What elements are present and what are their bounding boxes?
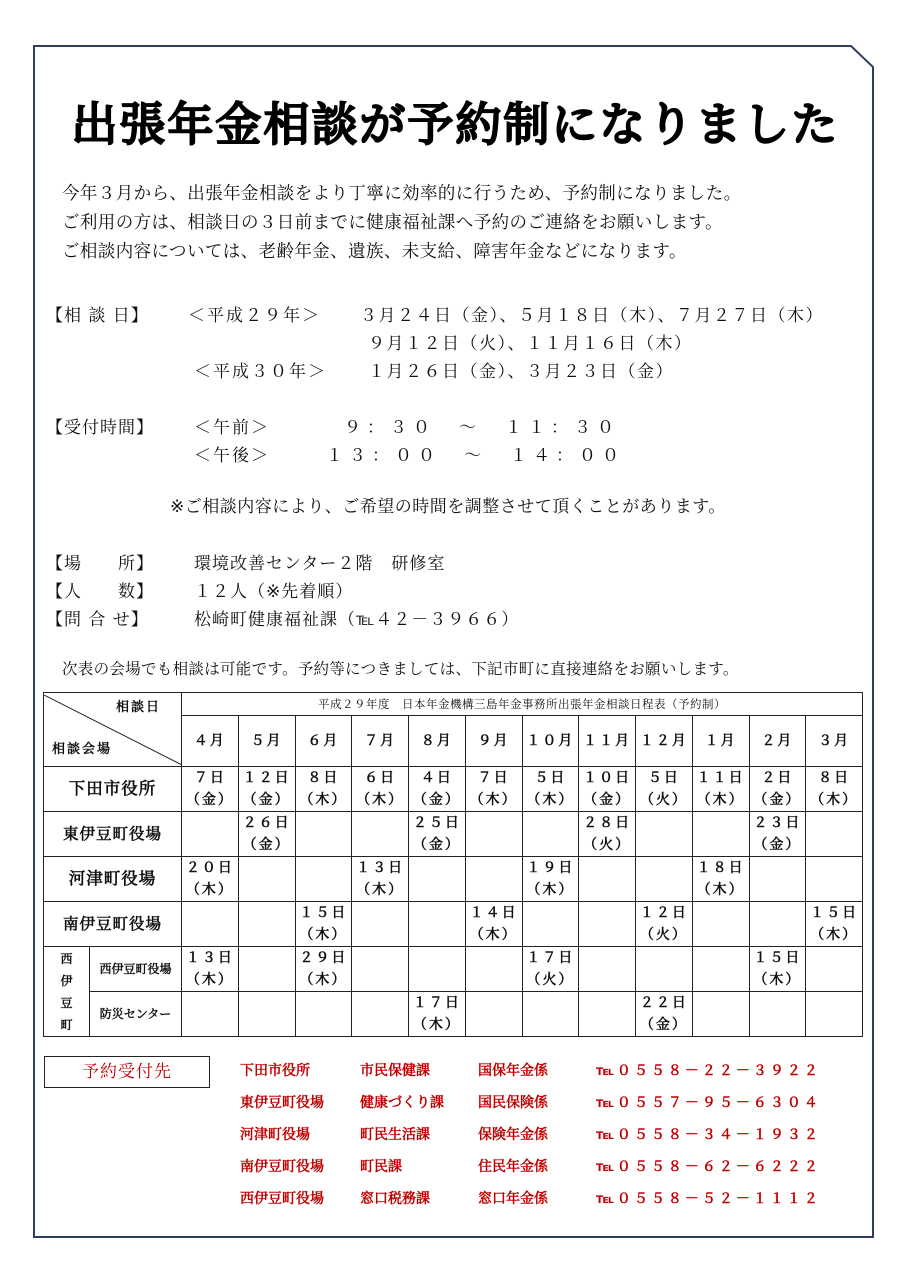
table-row bbox=[44, 902, 863, 947]
schedule-cell bbox=[409, 902, 466, 947]
cell-date: １４日 bbox=[469, 905, 518, 921]
cell-weekday: （金） bbox=[185, 792, 234, 808]
cell-date: ８日 bbox=[818, 770, 851, 786]
contact-label: 【問 合 せ】 bbox=[46, 610, 149, 630]
cell-date: ５日 bbox=[534, 770, 567, 786]
schedule-cell bbox=[465, 857, 522, 902]
corner-consult-date: 相談日 bbox=[115, 699, 161, 715]
cell-date: ２日 bbox=[761, 770, 794, 786]
cell-date: ７日 bbox=[477, 770, 510, 786]
contact-section: 保険年金係 bbox=[478, 1127, 548, 1143]
cell-weekday: （金） bbox=[242, 792, 291, 808]
other-venues-note: 次表の会場でも相談は可能です。予約等につきましては、下記市町に直接連絡をお願いします。 bbox=[62, 660, 739, 678]
contact-section: 国保年金係 bbox=[478, 1063, 548, 1079]
month-header: ２月 bbox=[749, 716, 806, 767]
schedule-cell bbox=[409, 992, 466, 1037]
schedule-cell bbox=[238, 857, 295, 902]
am-time: ９：３０ ～ １１：３０ bbox=[344, 418, 620, 438]
schedule-cell bbox=[749, 767, 806, 812]
contact-dept: 町民生活課 bbox=[360, 1127, 430, 1143]
cell-weekday: （木） bbox=[526, 882, 575, 898]
intro-line: ご利用の方は、相談日の３日前までに健康福祉課へ予約のご連絡をお願いします。 bbox=[62, 213, 723, 233]
cell-date: １３日 bbox=[356, 860, 405, 876]
people-label: 【人 数】 bbox=[46, 582, 154, 602]
cell-date: １５日 bbox=[299, 905, 348, 921]
schedule-cell bbox=[409, 947, 466, 992]
cell-weekday: （火） bbox=[639, 792, 688, 808]
schedule-cell bbox=[636, 857, 693, 902]
schedule-cell bbox=[409, 767, 466, 812]
schedule-cell bbox=[692, 992, 749, 1037]
cell-weekday: （金） bbox=[412, 837, 461, 853]
cell-weekday: （木） bbox=[696, 882, 745, 898]
cell-date: ２８日 bbox=[583, 815, 632, 831]
schedule-cell bbox=[409, 857, 466, 902]
schedule-cell bbox=[636, 992, 693, 1037]
header-corner bbox=[44, 693, 182, 767]
cell-date: ４日 bbox=[420, 770, 453, 786]
cell-weekday: （木） bbox=[526, 792, 575, 808]
contact-tel: ℡０５５８－５２－１１１２ bbox=[596, 1191, 821, 1207]
schedule-cell bbox=[352, 947, 409, 992]
pm-time: １３：００ ～ １４：００ bbox=[326, 446, 625, 466]
schedule-cell bbox=[522, 902, 579, 947]
schedule-cell bbox=[806, 767, 863, 812]
contact-value: 松崎町健康福祉課（℡４２－３９６６） bbox=[194, 610, 520, 630]
schedule-cell bbox=[579, 992, 636, 1037]
cell-date: １５日 bbox=[753, 950, 802, 966]
cell-date: ２５日 bbox=[412, 815, 461, 831]
intro-line: ご相談内容については、老齢年金、遺族、未支給、障害年金などになります。 bbox=[62, 242, 687, 262]
place-value: 環境改善センター２階 研修室 bbox=[194, 554, 446, 574]
month-header: １０月 bbox=[522, 716, 579, 767]
cell-weekday: （木） bbox=[356, 792, 405, 808]
schedule-cell bbox=[409, 812, 466, 857]
cell-date: １０日 bbox=[583, 770, 632, 786]
contact-office: 東伊豆町役場 bbox=[240, 1095, 324, 1111]
h29-dates-line1: ３月２４日（金）、５月１８日（木）、７月２７日（木） bbox=[360, 306, 824, 326]
schedule-cell bbox=[295, 947, 352, 992]
schedule-cell bbox=[182, 947, 239, 992]
cell-weekday: （木） bbox=[810, 927, 859, 943]
cell-date: ２２日 bbox=[639, 995, 688, 1011]
page-title: 出張年金相談が予約制になりました bbox=[71, 97, 839, 151]
cell-date: １２日 bbox=[639, 905, 688, 921]
cell-weekday: （木） bbox=[810, 792, 859, 808]
schedule-cell bbox=[182, 992, 239, 1037]
month-header: ９月 bbox=[465, 716, 522, 767]
schedule-cell bbox=[465, 767, 522, 812]
cell-date: ７日 bbox=[193, 770, 226, 786]
schedule-cell bbox=[352, 767, 409, 812]
cell-date: ６日 bbox=[364, 770, 397, 786]
schedule-cell bbox=[749, 812, 806, 857]
venue-name: 河津町役場 bbox=[44, 857, 182, 902]
month-header: １２月 bbox=[636, 716, 693, 767]
cell-weekday: （木） bbox=[469, 792, 518, 808]
contact-office: 河津町役場 bbox=[240, 1127, 310, 1143]
schedule-cell bbox=[806, 947, 863, 992]
cell-weekday: （火） bbox=[639, 927, 688, 943]
schedule-cell bbox=[238, 947, 295, 992]
venue-group-char: 伊 bbox=[60, 973, 73, 988]
schedule-cell bbox=[522, 767, 579, 812]
month-header: ８月 bbox=[409, 716, 466, 767]
venue-group-char: 西 bbox=[60, 951, 73, 966]
schedule-cell bbox=[465, 812, 522, 857]
schedule-cell bbox=[522, 812, 579, 857]
schedule-cell bbox=[352, 902, 409, 947]
schedule-cell bbox=[352, 992, 409, 1037]
cell-date: ２９日 bbox=[299, 950, 348, 966]
cell-weekday: （木） bbox=[299, 792, 348, 808]
schedule-cell bbox=[295, 902, 352, 947]
cell-weekday: （金） bbox=[639, 1017, 688, 1033]
schedule-cell bbox=[522, 857, 579, 902]
cell-weekday: （金） bbox=[583, 792, 632, 808]
cell-date: １３日 bbox=[185, 950, 234, 966]
schedule-cell bbox=[806, 812, 863, 857]
cell-weekday: （木） bbox=[185, 972, 234, 988]
month-header: ６月 bbox=[295, 716, 352, 767]
month-header: ７月 bbox=[352, 716, 409, 767]
schedule-cell bbox=[579, 767, 636, 812]
schedule-cell bbox=[352, 812, 409, 857]
h30-dates-line1: １月２６日（金）、３月２３日（金） bbox=[368, 362, 674, 382]
h29-dates-line2: ９月１２日（火）、１１月１６日（木） bbox=[368, 334, 693, 354]
cell-date: ２３日 bbox=[753, 815, 802, 831]
schedule-cell bbox=[238, 812, 295, 857]
schedule-cell bbox=[295, 992, 352, 1037]
venue-subname: 防災センター bbox=[90, 992, 182, 1037]
venue-subname: 西伊豆町役場 bbox=[90, 947, 182, 992]
cell-weekday: （金） bbox=[753, 792, 802, 808]
cell-weekday: （火） bbox=[526, 972, 575, 988]
schedule-cell bbox=[295, 857, 352, 902]
month-header: ４月 bbox=[182, 716, 239, 767]
cell-weekday: （木） bbox=[299, 927, 348, 943]
schedule-cell bbox=[238, 767, 295, 812]
contact-section: 国民保険係 bbox=[478, 1095, 548, 1111]
schedule-cell bbox=[238, 902, 295, 947]
schedule-table bbox=[43, 692, 863, 1037]
cell-date: １１日 bbox=[696, 770, 745, 786]
contact-tel: ℡０５５８－６２－６２２２ bbox=[596, 1159, 821, 1175]
month-header: １月 bbox=[692, 716, 749, 767]
schedule-cell bbox=[579, 902, 636, 947]
cell-weekday: （木） bbox=[753, 972, 802, 988]
table-row bbox=[44, 947, 863, 992]
h29-label: ＜平成２９年＞ bbox=[188, 306, 321, 326]
cell-weekday: （木） bbox=[696, 792, 745, 808]
schedule-cell bbox=[522, 992, 579, 1037]
hours-label: 【受付時間】 bbox=[46, 418, 154, 438]
cell-date: １９日 bbox=[526, 860, 575, 876]
schedule-cell bbox=[806, 902, 863, 947]
schedule-cell bbox=[749, 857, 806, 902]
month-header: ５月 bbox=[238, 716, 295, 767]
cell-date: ２０日 bbox=[185, 860, 234, 876]
schedule-cell bbox=[465, 947, 522, 992]
schedule-cell bbox=[749, 992, 806, 1037]
schedule-cell bbox=[692, 902, 749, 947]
cell-weekday: （火） bbox=[583, 837, 632, 853]
cell-date: ２６日 bbox=[242, 815, 291, 831]
contact-tel: ℡０５５８－３４－１９３２ bbox=[596, 1127, 821, 1143]
cell-date: １７日 bbox=[412, 995, 461, 1011]
contact-dept: 市民保健課 bbox=[360, 1063, 430, 1079]
schedule-cell bbox=[182, 812, 239, 857]
contact-dept: 町民課 bbox=[360, 1159, 402, 1175]
cell-weekday: （木） bbox=[185, 882, 234, 898]
schedule-cell bbox=[749, 902, 806, 947]
cell-weekday: （木） bbox=[356, 882, 405, 898]
table-title: 平成２９年度 日本年金機構三島年金事務所出張年金相談日程表（予約制） bbox=[182, 693, 863, 716]
schedule-cell bbox=[636, 812, 693, 857]
schedule-cell bbox=[522, 947, 579, 992]
schedule-cell bbox=[636, 902, 693, 947]
schedule-cell bbox=[182, 857, 239, 902]
contact-office: 下田市役所 bbox=[240, 1063, 310, 1079]
venue-group-nishiizu bbox=[44, 947, 90, 1037]
schedule-cell bbox=[579, 947, 636, 992]
schedule-cell bbox=[182, 902, 239, 947]
schedule-cell bbox=[238, 992, 295, 1037]
schedule-cell bbox=[295, 812, 352, 857]
month-header: １１月 bbox=[579, 716, 636, 767]
cell-date: １８日 bbox=[696, 860, 745, 876]
contact-office: 西伊豆町役場 bbox=[240, 1191, 324, 1207]
cell-date: ５日 bbox=[647, 770, 680, 786]
corner-venue: 相談会場 bbox=[52, 741, 113, 757]
month-header: ３月 bbox=[806, 716, 863, 767]
intro-line: 今年３月から、出張年金相談をより丁寧に効率的に行うため、予約制になりました。 bbox=[62, 184, 742, 204]
schedule-cell bbox=[692, 947, 749, 992]
cell-date: １５日 bbox=[810, 905, 859, 921]
contact-office: 南伊豆町役場 bbox=[240, 1159, 324, 1175]
cell-weekday: （木） bbox=[469, 927, 518, 943]
place-label: 【場 所】 bbox=[46, 554, 154, 574]
cell-date: ８日 bbox=[307, 770, 340, 786]
venue-group-char: 豆 bbox=[60, 995, 73, 1010]
schedule-cell bbox=[692, 767, 749, 812]
schedule-cell bbox=[636, 767, 693, 812]
schedule-cell bbox=[465, 992, 522, 1037]
table-row bbox=[44, 992, 863, 1037]
h30-label: ＜平成３０年＞ bbox=[194, 362, 327, 382]
am-label: ＜午前＞ bbox=[194, 418, 270, 438]
contact-section: 窓口年金係 bbox=[478, 1191, 548, 1207]
cell-weekday: （金） bbox=[412, 792, 461, 808]
schedule-cell bbox=[692, 812, 749, 857]
venue-name: 下田市役所 bbox=[44, 767, 182, 812]
schedule-cell bbox=[806, 857, 863, 902]
table-row bbox=[44, 812, 863, 857]
schedule-cell bbox=[579, 812, 636, 857]
reservation-label: 予約受付先 bbox=[44, 1056, 210, 1088]
time-adjust-note: ※ご相談内容により、ご希望の時間を調整させて頂くことがあります。 bbox=[170, 497, 726, 517]
table-row bbox=[44, 767, 863, 812]
schedule-cell bbox=[465, 902, 522, 947]
contact-dept: 窓口税務課 bbox=[360, 1191, 430, 1207]
people-value: １２人（※先着順） bbox=[194, 582, 354, 602]
cell-weekday: （木） bbox=[299, 972, 348, 988]
cell-date: １２日 bbox=[242, 770, 291, 786]
contact-dept: 健康づくり課 bbox=[360, 1095, 444, 1111]
table-row bbox=[44, 857, 863, 902]
schedule-cell bbox=[806, 992, 863, 1037]
venue-name: 南伊豆町役場 bbox=[44, 902, 182, 947]
cell-date: １７日 bbox=[526, 950, 575, 966]
schedule-cell bbox=[692, 857, 749, 902]
contact-section: 住民年金係 bbox=[478, 1159, 548, 1175]
venue-name: 東伊豆町役場 bbox=[44, 812, 182, 857]
cell-weekday: （金） bbox=[242, 837, 291, 853]
schedule-cell bbox=[749, 947, 806, 992]
intro-text bbox=[62, 180, 862, 267]
schedule-cell bbox=[182, 767, 239, 812]
contact-tel: ℡０５５８－２２－３９２２ bbox=[596, 1063, 821, 1079]
schedule-cell bbox=[636, 947, 693, 992]
contact-tel: ℡０５５７－９５－６３０４ bbox=[596, 1095, 821, 1111]
schedule-cell bbox=[352, 857, 409, 902]
schedule-cell bbox=[579, 857, 636, 902]
pm-label: ＜午後＞ bbox=[194, 446, 270, 466]
consult-date-label: 【相 談 日】 bbox=[46, 306, 149, 326]
schedule-cell bbox=[295, 767, 352, 812]
cell-weekday: （金） bbox=[753, 837, 802, 853]
venue-group-char: 町 bbox=[60, 1017, 73, 1032]
cell-weekday: （木） bbox=[412, 1017, 461, 1033]
